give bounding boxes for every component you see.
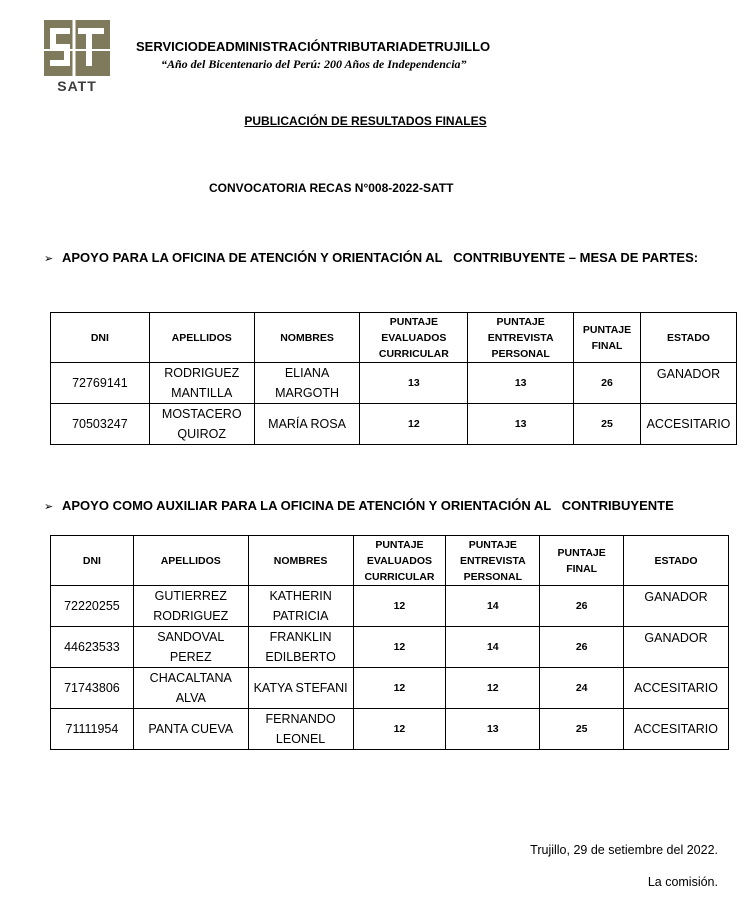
col-header: APELLIDOS	[149, 313, 254, 363]
satt-logo	[44, 20, 110, 96]
table-row	[51, 709, 729, 750]
entrevista-score-cell: 13	[468, 404, 574, 445]
col-header: PUNTAJE EVALUADOS CURRICULAR	[360, 313, 468, 363]
col-header: ESTADO	[624, 536, 729, 586]
curricular-score-cell: 13	[360, 363, 468, 404]
nombres-cell: FERNANDO LEONEL	[248, 709, 353, 750]
satt-emblem-icon	[44, 20, 110, 76]
apellidos-cell: CHACALTANA ALVA	[133, 668, 248, 709]
section-heading-text: APOYO PARA LA OFICINA DE ATENCIÓN Y ORIENTACIÓN AL CONTRIBUYENTE – MESA DE PARTES:	[62, 250, 699, 265]
curricular-score-cell: 12	[353, 668, 446, 709]
final-score-cell: 26	[540, 586, 624, 627]
table-row	[51, 363, 737, 404]
col-header: PUNTAJE EVALUADOS CURRICULAR	[353, 536, 446, 586]
signature-line: La comisión.	[647, 875, 718, 889]
nombres-cell: ELIANA MARGOTH	[254, 363, 360, 404]
dni-cell: 72220255	[51, 586, 134, 627]
section-heading-text: APOYO COMO AUXILIAR PARA LA OFICINA DE ATENCIÓN Y ORIENTACIÓN AL CONTRIBUYENTE	[62, 498, 674, 513]
estado-cell: GANADOR	[624, 586, 729, 627]
nombres-cell: KATHERIN PATRICIA	[248, 586, 353, 627]
nombres-cell: MARÍA ROSA	[254, 404, 360, 445]
entrevista-score-cell: 14	[446, 586, 540, 627]
apellidos-cell: PANTA CUEVA	[133, 709, 248, 750]
final-score-cell: 26	[540, 627, 624, 668]
section-heading	[44, 250, 698, 265]
final-score-cell: 25	[574, 404, 641, 445]
estado-cell: ACCESITARIO	[640, 404, 736, 445]
final-score-cell: 26	[574, 363, 641, 404]
dni-cell: 71111954	[51, 709, 134, 750]
entrevista-score-cell: 12	[446, 668, 540, 709]
curricular-score-cell: 12	[353, 586, 446, 627]
table-header-row	[51, 536, 729, 586]
final-score-cell: 24	[540, 668, 624, 709]
entrevista-score-cell: 14	[446, 627, 540, 668]
table-row	[51, 404, 737, 445]
results-table	[50, 535, 729, 750]
estado-cell: GANADOR	[640, 363, 736, 404]
col-header: NOMBRES	[254, 313, 360, 363]
logo-text: SATT	[57, 78, 97, 94]
estado-cell: ACCESITARIO	[624, 709, 729, 750]
table-row	[51, 586, 729, 627]
arrow-bullet-icon: ➢	[44, 501, 54, 513]
col-header: APELLIDOS	[133, 536, 248, 586]
col-header: DNI	[51, 536, 134, 586]
results-table	[50, 312, 737, 445]
col-header: PUNTAJE FINAL	[574, 313, 641, 363]
col-header: NOMBRES	[248, 536, 353, 586]
estado-cell: ACCESITARIO	[624, 668, 729, 709]
col-header: PUNTAJE ENTREVISTA PERSONAL	[468, 313, 574, 363]
section-heading	[44, 498, 674, 513]
table-header-row	[51, 313, 737, 363]
curricular-score-cell: 12	[353, 709, 446, 750]
table-row	[51, 627, 729, 668]
dni-cell: 71743806	[51, 668, 134, 709]
col-header: PUNTAJE ENTREVISTA PERSONAL	[446, 536, 540, 586]
final-score-cell: 25	[540, 709, 624, 750]
apellidos-cell: MOSTACERO QUIROZ	[149, 404, 254, 445]
apellidos-cell: GUTIERREZ RODRIGUEZ	[133, 586, 248, 627]
col-header: DNI	[51, 313, 150, 363]
organization-name: SERVICIODEADMINISTRACIÓNTRIBUTARIADETRUJILLO	[136, 39, 491, 54]
arrow-bullet-icon: ➢	[44, 253, 54, 265]
nombres-cell: FRANKLIN EDILBERTO	[248, 627, 353, 668]
dni-cell: 70503247	[51, 404, 150, 445]
convocatoria-title: CONVOCATORIA RECAS N°008-2022-SATT	[209, 181, 454, 195]
date-line: Trujillo, 29 de setiembre del 2022.	[530, 843, 718, 857]
page-title: PUBLICACIÓN DE RESULTADOS FINALES	[244, 114, 487, 128]
curricular-score-cell: 12	[360, 404, 468, 445]
entrevista-score-cell: 13	[468, 363, 574, 404]
col-header: ESTADO	[640, 313, 736, 363]
apellidos-cell: RODRIGUEZ MANTILLA	[149, 363, 254, 404]
dni-cell: 44623533	[51, 627, 134, 668]
dni-cell: 72769141	[51, 363, 150, 404]
apellidos-cell: SANDOVAL PEREZ	[133, 627, 248, 668]
entrevista-score-cell: 13	[446, 709, 540, 750]
nombres-cell: KATYA STEFANI	[248, 668, 353, 709]
col-header: PUNTAJE FINAL	[540, 536, 624, 586]
table-row	[51, 668, 729, 709]
year-motto: “Año del Bicentenario del Perú: 200 Años de Independencia”	[161, 57, 467, 71]
curricular-score-cell: 12	[353, 627, 446, 668]
estado-cell: GANADOR	[624, 627, 729, 668]
